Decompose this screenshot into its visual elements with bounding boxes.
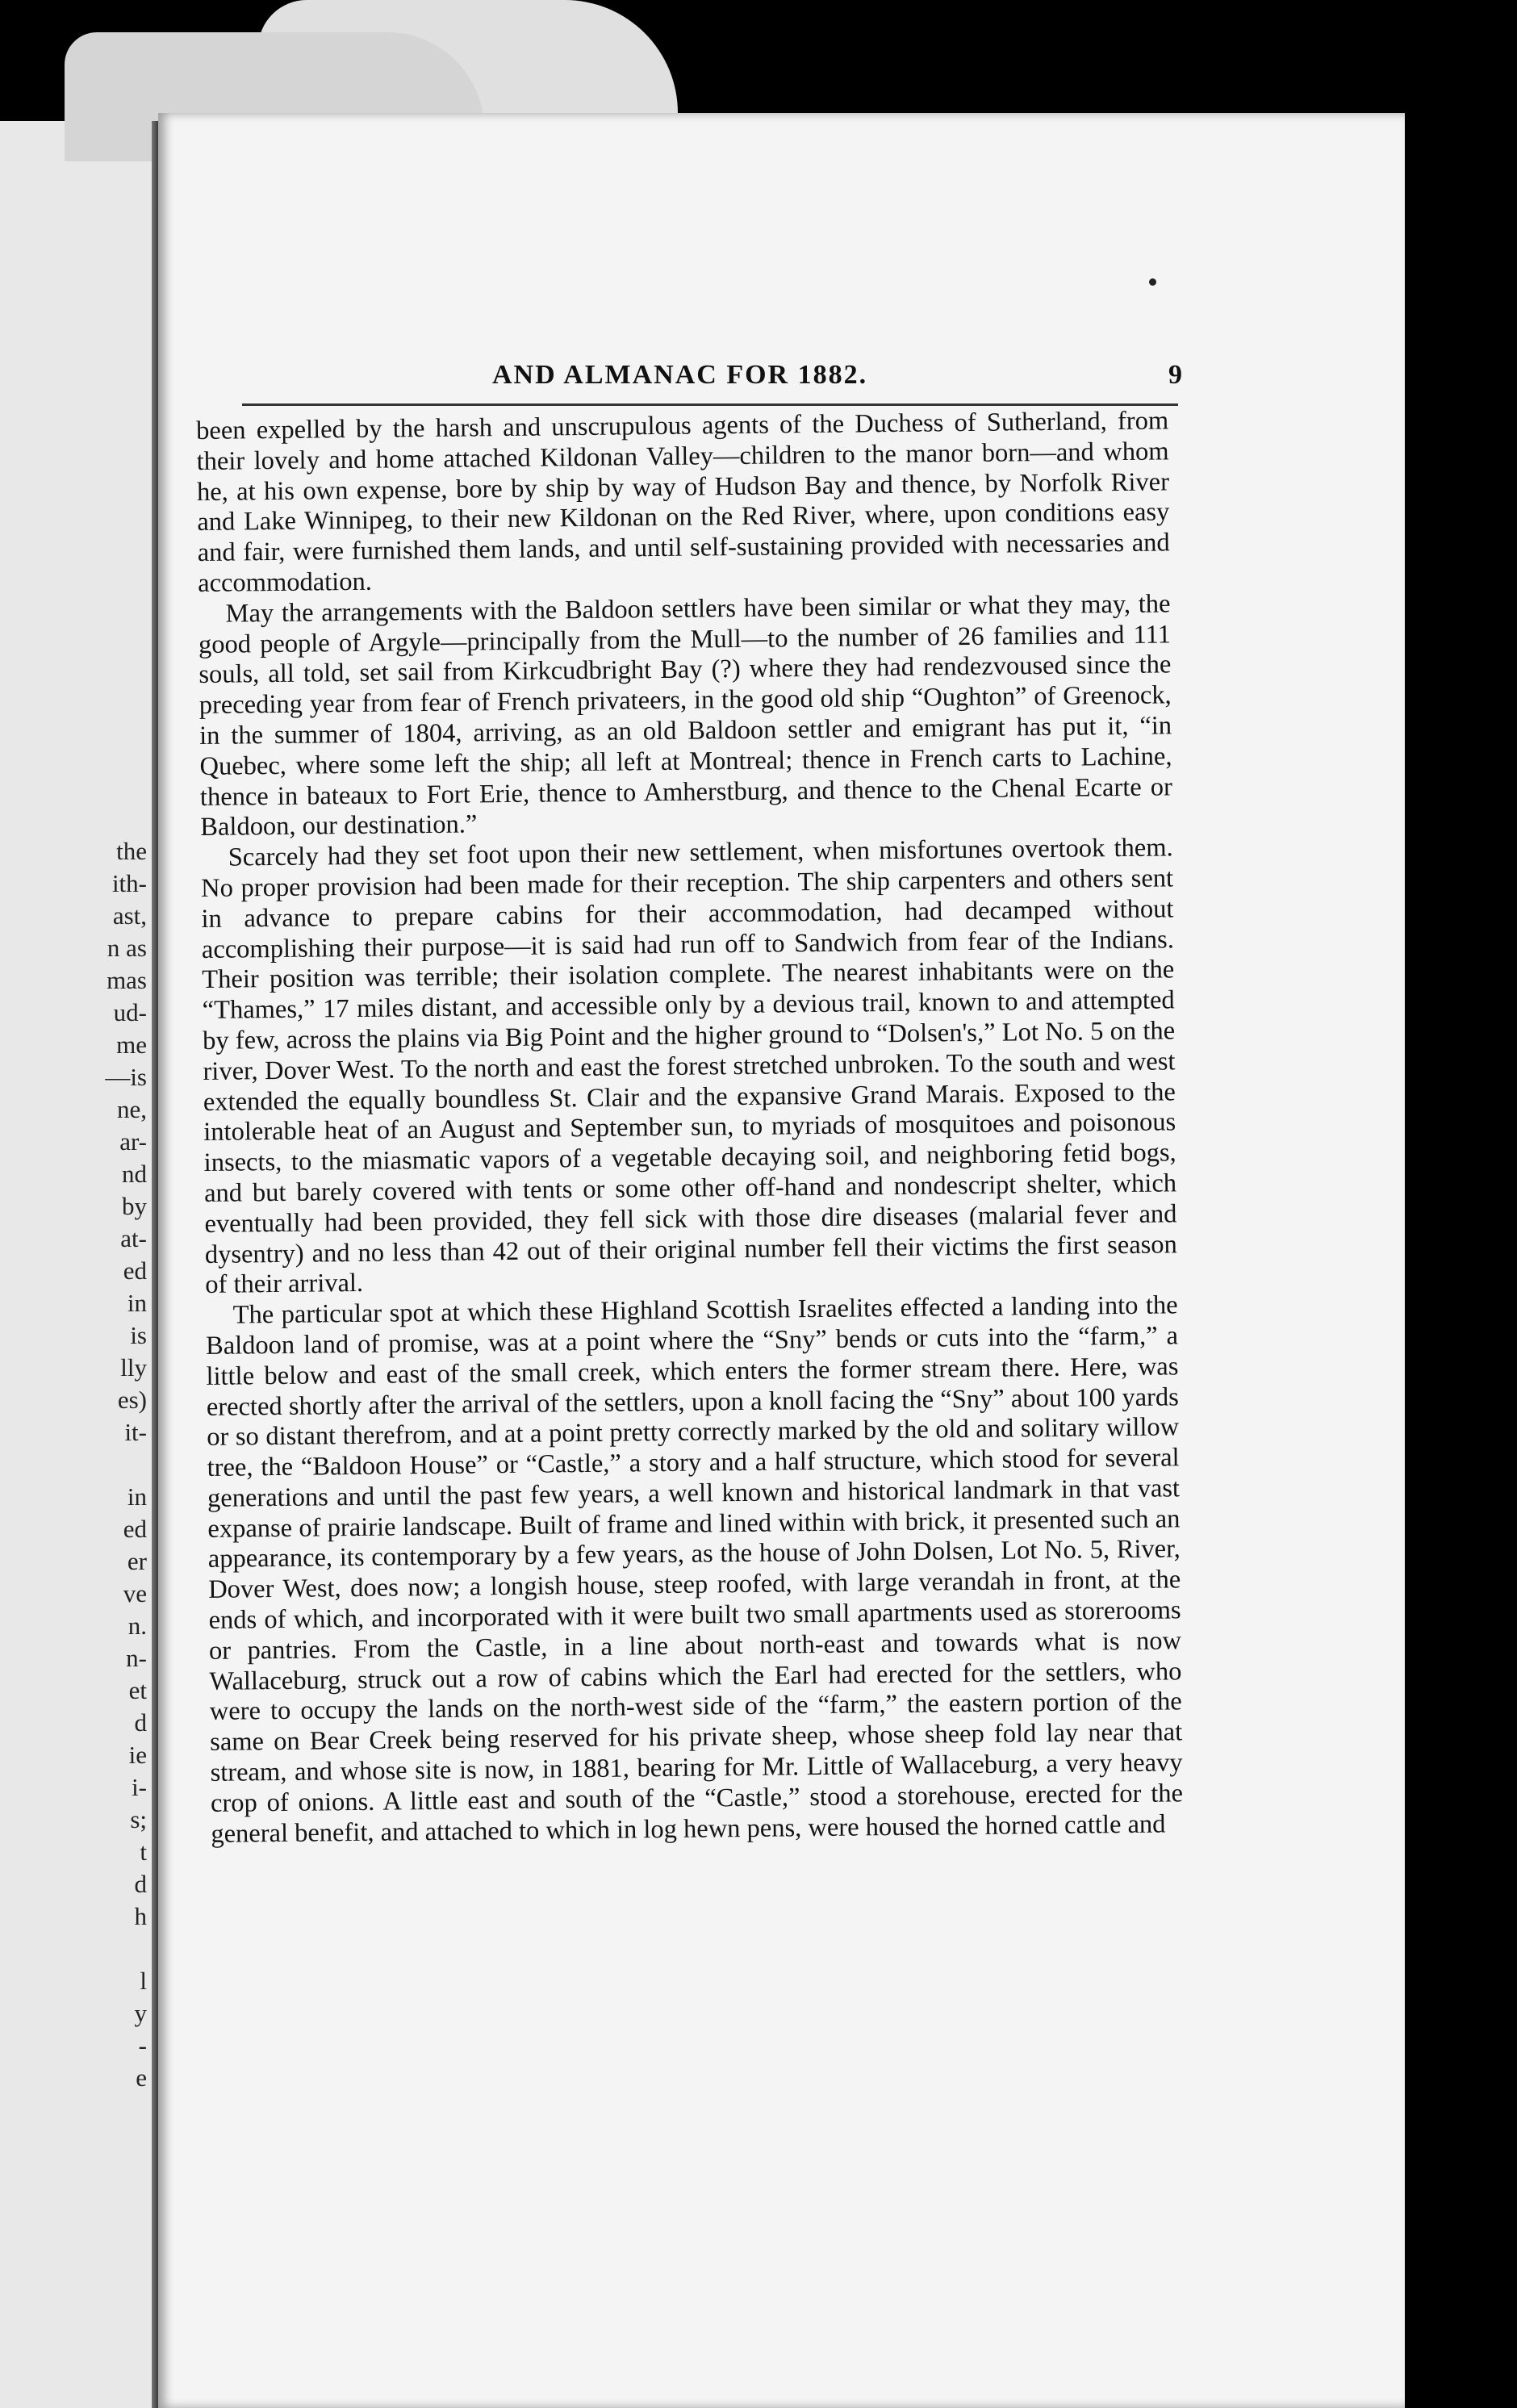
facing-page-fragment: mas	[107, 966, 147, 994]
facing-page-fragment: es)	[117, 1386, 147, 1414]
facing-page-fragment: h	[134, 1902, 147, 1930]
facing-page-fragment: d	[134, 1870, 147, 1898]
paragraph: Scarcely had they set foot upon their new settlement, when misfortunes overtook them. No proper provision had been made for their reception. The ship carpenters and others sent in advance to prepare cabins for their accommodation, had decamped without accomplishing their purpose—it is said had run off to Sandwich from fear of the Indians. Their position was terrible; their isolation complete. The nearest inhabitants were on the “Thames,” 17 miles distant, and accessible only by a devious trail, known to and attempted by few, across the plains via Big Point and the higher ground to “Dolsen's,” Lot No. 5 on the river, Dover West. To the north and east the forest stretched unbroken. To the south and west extended the equally boundless St. Clair and the expansive Grand Marais. Exposed to the intolerable heat of an August and September sun, to myriads of mosquitoes and poisonous insects, to the miasmatic vapors of a vegetable decaying soil, and neighboring fetid bogs, and but barely covered with tents or some other off-hand and nondescript shelter, which eventually had been provided, they fell sick with those dire diseases (malarial fever and dysentry) and no less than 42 out of their original number fell their victims the first season of their arrival.	[200, 833, 1177, 1300]
facing-page-fragment: ar-	[119, 1127, 147, 1156]
facing-page-fragment: it-	[124, 1418, 147, 1446]
facing-page-fragment: in	[127, 1482, 147, 1511]
facing-page-fragment: et	[128, 1676, 147, 1704]
facing-page-fragment: ne,	[116, 1095, 147, 1123]
paragraph: been expelled by the harsh and unscrupulous agents of the Duchess of Sutherland, from their lovely and home attached Kildonan Valley—children to the manor born—and whom he, at his own expense, bore by ship by way of Hudson Bay and thence, by Norfolk River and Lake Winnipeg, to their new Kildonan on the Red River, where, upon conditions easy and fair, were furnished them lands, and until self-sustaining provided with necessaries and accommodation.	[196, 406, 1170, 598]
facing-page-fragment: ud-	[113, 998, 147, 1026]
facing-page-fragment: n as	[107, 934, 147, 962]
paragraph: May the arrangements with the Baldoon settlers have been similar or what they may, the good people of Argyle—principally from the Mull—to the number of 26 families and 111 souls, all told, set sail from Kirkcudbright Bay (?) where they had rendezvoused since the preceding year from fear of French privateers, in the good old ship “Oughton” of Greenock, in the summer of 1804, arriving, as an old Baldoon settler and emigrant has put it, “in Quebec, where some left the ship; all left at Montreal; thence in French carts to Lachine, thence in bateaux to Fort Erie, thence to Amherstburg, and thence to the Chenal Ecarte or Baldoon, our destination.”	[198, 589, 1173, 842]
facing-page-fragment: y	[134, 1999, 147, 2027]
ink-spot	[1149, 278, 1156, 286]
facing-page-fragment: me	[116, 1031, 147, 1059]
running-head: AND ALMANAC FOR 1882.	[492, 360, 868, 390]
facing-page-fragment: in	[127, 1289, 147, 1317]
body-text	[196, 406, 1184, 1850]
facing-page-fragment: by	[122, 1192, 147, 1220]
page-header	[242, 360, 1182, 402]
facing-page-fragment: s;	[130, 1805, 147, 1833]
facing-page-fragment: the	[116, 837, 147, 865]
facing-page	[0, 121, 161, 2408]
page-number: 9	[1168, 360, 1182, 390]
facing-page-fragment: ed	[123, 1256, 147, 1285]
facing-page-fragment: ie	[128, 1741, 147, 1769]
facing-page-fragment: i-	[132, 1773, 147, 1801]
facing-page-fragment: t	[140, 1837, 147, 1866]
facing-page-fragment: n-	[126, 1644, 147, 1672]
facing-page-fragment: -	[138, 2031, 147, 2059]
facing-page-fragment: is	[130, 1321, 147, 1349]
facing-page-fragment: ve	[123, 1579, 147, 1607]
header-rule	[242, 403, 1178, 406]
facing-page-fragment: ith-	[111, 869, 147, 897]
facing-page-fragment: ed	[123, 1515, 147, 1543]
facing-page-fragment: nd	[122, 1160, 147, 1188]
facing-page-fragment: n.	[127, 1612, 147, 1640]
facing-page-fragment: lly	[120, 1353, 147, 1382]
facing-page-fragment: l	[140, 1967, 147, 1995]
facing-page-fragment: —is	[105, 1063, 147, 1091]
facing-page-fragment: at-	[120, 1224, 147, 1252]
facing-page-fragment: er	[127, 1547, 147, 1575]
paragraph: The particular spot at which these Highland Scottish Israelites effected a landing into the Baldoon land of promise, was at a point where the “Sny” bends or cuts into the “farm,” a little below and east of the small creek, which enters the former stream there. Here, was erected shortly after the arrival of the settlers, upon a knoll facing the “Sny” about 100 yards or so distant therefrom, and at a point pretty correctly marked by the old and solitary willow tree, the “Baldoon House” or “Castle,” a story and a half structure, which stood for several generations and until the past few years, a well known and historical landmark in that vast expanse of prairie landscape. Built of frame and lined within with brick, it presented such an appearance, its contemporary by a few years, as the house of John Dolsen, Lot No. 5, River, Dover West, does now; a longish house, steep roofed, with large verandah in front, at the ends of which, and incorporated with it were built two small apartments used as storerooms or pantries. From the Castle, in a line about north-east and towards what is now Wallaceburg, struck out a row of cabins which the Earl had erected for the settlers, who were to occupy the lands on the north-west side of the “farm,” the eastern portion of the same on Bear Creek being reserved for his private sheep, whose sheep fold lay near that stream, and whose site is now, in 1881, bearing for Mr. Little of Wallaceburg, a very heavy crop of onions. A little east and south of the “Castle,” stood a storehouse, erected for the general benefit, and attached to which in log hewn pens, were housed the horned cattle and	[205, 1290, 1184, 1849]
facing-page-fragment: e	[136, 2063, 147, 2092]
facing-page-fragment: d	[134, 1708, 147, 1737]
facing-page-fragment: ast,	[112, 901, 147, 930]
